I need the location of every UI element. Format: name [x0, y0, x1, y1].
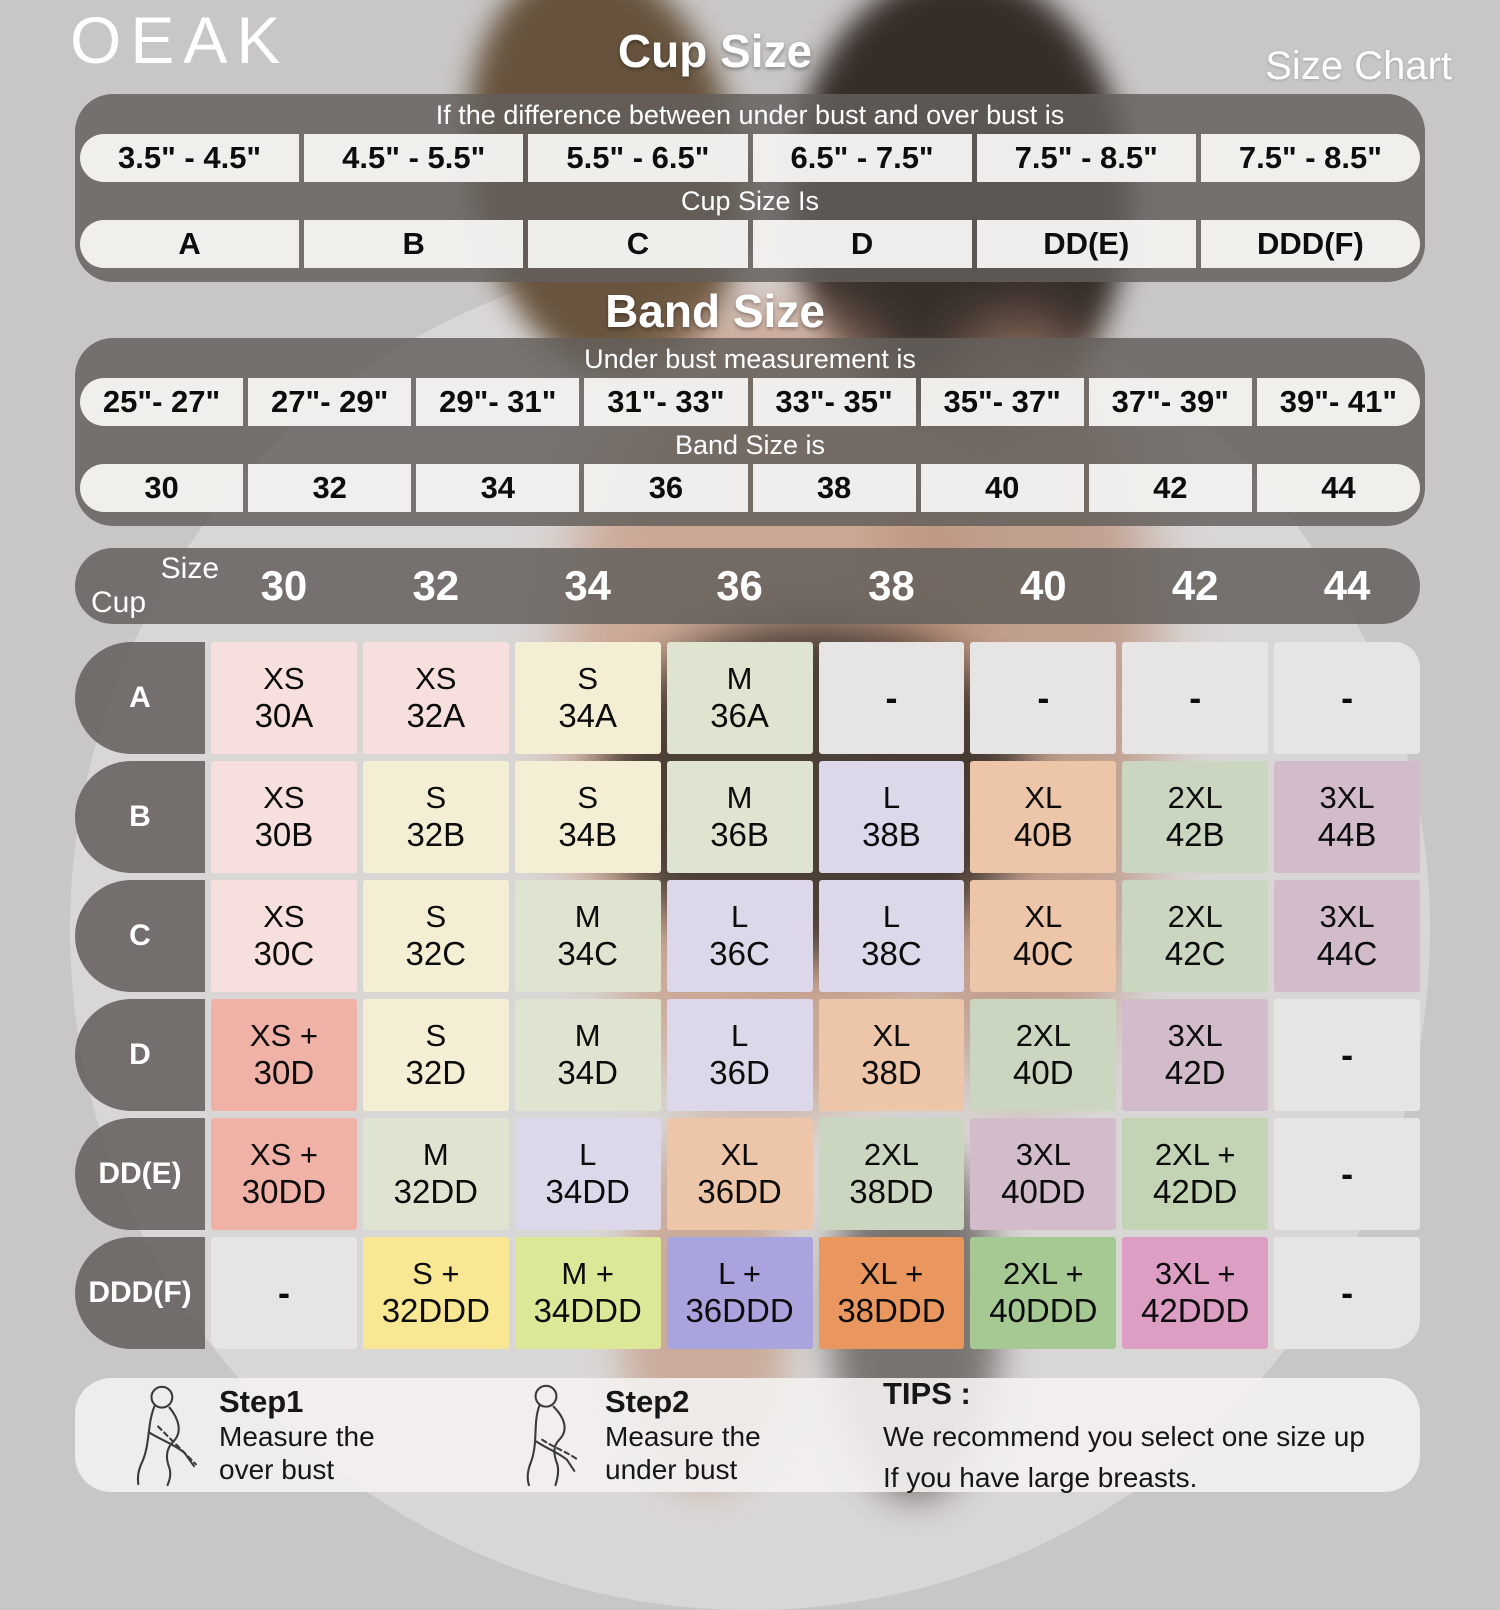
size-cell: XL 40B — [970, 761, 1116, 873]
band-range-cell: 33"- 35" — [753, 378, 916, 426]
matrix-row — [75, 761, 1420, 873]
band-column-header: 36 — [716, 562, 763, 609]
size-cell: XS + 30D — [211, 999, 357, 1111]
step2-line1: Measure the — [605, 1420, 761, 1452]
cup-range-cell: 4.5" - 5.5" — [304, 134, 523, 182]
cup-row-label: B — [75, 761, 205, 873]
matrix-header — [75, 548, 1420, 624]
cup-row-label: D — [75, 999, 205, 1111]
band-column-header: 34 — [564, 562, 612, 609]
band-number-cell: 42 — [1089, 464, 1252, 512]
band-range-cell: 31"- 33" — [584, 378, 747, 426]
band-number-cell: 44 — [1257, 464, 1420, 512]
band-column-header: 30 — [260, 562, 308, 609]
size-cell: S 32D — [363, 999, 509, 1111]
band-column-header: 44 — [1323, 562, 1371, 609]
measuring-guide-panel — [75, 1375, 1420, 1493]
step1-text — [219, 1384, 487, 1486]
cup-row-label: DD(E) — [75, 1118, 205, 1230]
size-cell: S + 32DDD — [363, 1237, 509, 1349]
tips-line2: If you have large breasts. — [883, 1462, 1198, 1493]
band-number-row — [75, 464, 1425, 512]
size-cell: XL 40C — [970, 880, 1116, 992]
size-cell: XS 30B — [211, 761, 357, 873]
size-cell: XS 30A — [211, 642, 357, 754]
size-cell: M 36A — [667, 642, 813, 754]
size-cell: XS + 30DD — [211, 1118, 357, 1230]
size-cell: S 34A — [515, 642, 661, 754]
size-cell: XL 38D — [819, 999, 965, 1111]
cup-range-row — [75, 134, 1425, 182]
cup-letter-cell: C — [528, 220, 747, 268]
cup-subtitle: If the difference between under bust and over bust is — [435, 100, 1065, 130]
band-column-header: 32 — [412, 562, 460, 609]
band-number-cell: 36 — [584, 464, 747, 512]
empty-size-cell: - — [970, 642, 1116, 754]
cup-row-label: C — [75, 880, 205, 992]
band-range-cell: 37"- 39" — [1089, 378, 1252, 426]
size-cell: L 36C — [667, 880, 813, 992]
size-cell: M 34C — [515, 880, 661, 992]
band-range-cell: 35"- 37" — [921, 378, 1084, 426]
step2-line2: under bust — [605, 1454, 738, 1485]
size-cell: S 32C — [363, 880, 509, 992]
size-cell: L 38B — [819, 761, 965, 873]
size-cell: XL + 38DDD — [819, 1237, 965, 1349]
matrix-row — [75, 880, 1420, 992]
empty-size-cell: - — [819, 642, 965, 754]
corner-cup-label: Cup — [91, 586, 147, 619]
size-cell: 2XL + 42DD — [1122, 1118, 1268, 1230]
band-subtitle: Under bust measurement is — [584, 344, 916, 374]
cup-range-cell: 3.5" - 4.5" — [80, 134, 299, 182]
cup-result-label: Cup Size Is — [680, 186, 820, 216]
band-result-label: Band Size is — [674, 430, 826, 460]
size-cell: 2XL 40D — [970, 999, 1116, 1111]
size-cell: L 38C — [819, 880, 965, 992]
band-column-header: 38 — [868, 562, 915, 609]
size-cell: 3XL 44B — [1274, 761, 1420, 873]
cup-row-label: A — [75, 642, 205, 754]
tips-title: TIPS : — [883, 1375, 971, 1411]
cup-range-cell: 7.5" - 8.5" — [977, 134, 1196, 182]
size-cell: 2XL 42B — [1122, 761, 1268, 873]
step1-title: Step1 — [219, 1383, 304, 1419]
size-cell: 3XL 44C — [1274, 880, 1420, 992]
matrix-row — [75, 642, 1420, 754]
step1-line1: Measure the — [219, 1420, 375, 1452]
cup-letter-cell: B — [304, 220, 523, 268]
empty-size-cell: - — [1274, 1118, 1420, 1230]
band-number-cell: 32 — [248, 464, 411, 512]
step1-line2: over bust — [219, 1454, 335, 1485]
size-cell: S 34B — [515, 761, 661, 873]
step2-title: Step2 — [605, 1383, 690, 1419]
band-number-cell: 34 — [416, 464, 579, 512]
size-cell: 2XL 42C — [1122, 880, 1268, 992]
tips-line1: We recommend you select one size up — [883, 1420, 1365, 1452]
matrix-corner-label — [75, 548, 219, 624]
step2-text — [605, 1384, 873, 1486]
cup-size-heading: Cup Size — [617, 25, 813, 77]
measure-under-bust-icon — [487, 1383, 605, 1487]
band-range-cell: 39"- 41" — [1257, 378, 1420, 426]
page-title: Size Chart — [1265, 44, 1452, 88]
tips-block — [873, 1376, 1400, 1494]
cup-letter-cell: DD(E) — [977, 220, 1196, 268]
band-range-cell: 27"- 29" — [248, 378, 411, 426]
band-range-row — [75, 378, 1425, 426]
cup-range-cell: 7.5" - 8.5" — [1201, 134, 1420, 182]
band-size-heading: Band Size — [605, 285, 825, 337]
empty-size-cell: - — [211, 1237, 357, 1349]
size-cell: M 32DD — [363, 1118, 509, 1230]
cup-letter-cell: DDD(F) — [1201, 220, 1420, 268]
cup-letter-cell: D — [753, 220, 972, 268]
size-cell: M 36B — [667, 761, 813, 873]
cup-range-cell: 5.5" - 6.5" — [528, 134, 747, 182]
size-cell: 3XL 42D — [1122, 999, 1268, 1111]
band-number-cell: 38 — [753, 464, 916, 512]
band-size-table — [75, 338, 1425, 526]
band-column-header: 42 — [1171, 562, 1219, 609]
size-cell: XS 32A — [363, 642, 509, 754]
cup-range-cell: 6.5" - 7.5" — [753, 134, 972, 182]
band-number-cell: 30 — [80, 464, 243, 512]
size-cell: XS 30C — [211, 880, 357, 992]
size-cell: M 34D — [515, 999, 661, 1111]
band-range-cell: 29"- 31" — [416, 378, 579, 426]
cup-size-table — [75, 94, 1425, 282]
corner-size-label: Size — [160, 552, 219, 585]
size-cell: L 36D — [667, 999, 813, 1111]
matrix-row — [75, 999, 1420, 1111]
size-cell: 3XL + 42DDD — [1122, 1237, 1268, 1349]
empty-size-cell: - — [1274, 1237, 1420, 1349]
cup-letter-row — [75, 220, 1425, 268]
cup-row-label: DDD(F) — [75, 1237, 205, 1349]
size-cell: 2XL 38DD — [819, 1118, 965, 1230]
size-cell: S 32B — [363, 761, 509, 873]
size-cell: XL 36DD — [667, 1118, 813, 1230]
matrix-row — [75, 1118, 1420, 1230]
size-cell: L 34DD — [515, 1118, 661, 1230]
cup-letter-cell: A — [80, 220, 299, 268]
empty-size-cell: - — [1274, 642, 1420, 754]
measure-over-bust-icon — [101, 1383, 219, 1487]
band-column-header: 40 — [1019, 562, 1067, 609]
size-cell: 2XL + 40DDD — [970, 1237, 1116, 1349]
brand-logo: OEAK — [70, 3, 290, 77]
band-number-cell: 40 — [921, 464, 1084, 512]
empty-size-cell: - — [1122, 642, 1268, 754]
matrix-row — [75, 1237, 1420, 1349]
size-cell: L + 36DDD — [667, 1237, 813, 1349]
size-cell: M + 34DDD — [515, 1237, 661, 1349]
size-matrix — [75, 642, 1420, 1349]
size-cell: 3XL 40DD — [970, 1118, 1116, 1230]
band-range-cell: 25"- 27" — [80, 378, 243, 426]
empty-size-cell: - — [1274, 999, 1420, 1111]
